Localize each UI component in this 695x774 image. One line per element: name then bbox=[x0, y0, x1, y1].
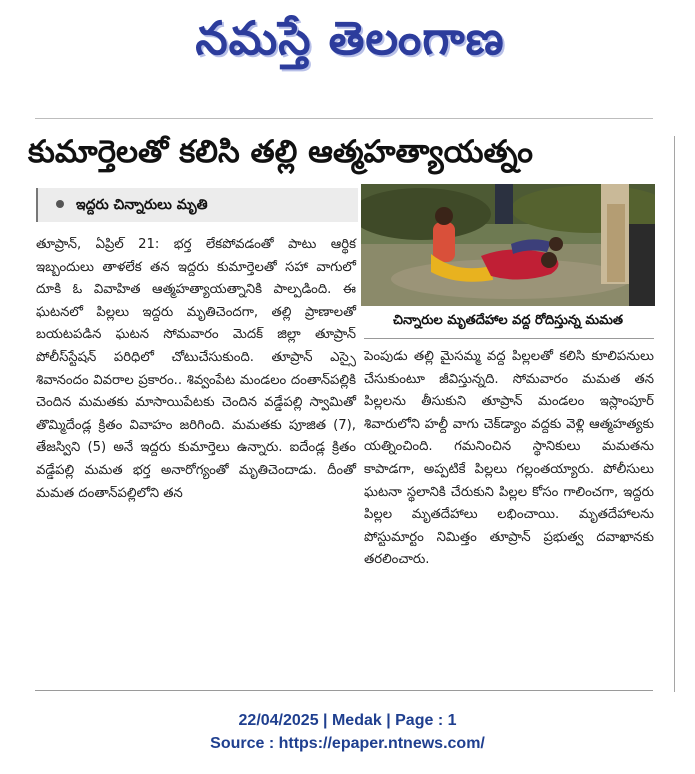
article-body-left: తూప్రాన్, ఏప్రిల్ 21: భర్త లేకపోవడంతో పాటు ఆర్థిక ఇబ్బందులు తాళలేక తన ఇద్దరు కుమార్తెలతో సహా వాగులో దూకి ఓ వివాహిత ఆత్మహత్యాయత్నానికి పాల్పడింది. ఈ ఘటనలో పిల్లలు ఇద్దరు మృతిచెందగా, తల్లి ప్రాణాలతో బయటపడిన ఘటన సోమవారం మెదక్ జిల్లా తూప్రాన్ పోలీస్‌స్టేషన్ పరిధిలో చోటుచేసుకుంది. తూప్రాన్ ఎస్సై శివానందం వివరాల ప్రకారం.. శివ్వంపేట మండలం దంతాన్‌పల్లికి చెందిన మమతకు మాసాయిపేటకు చెందిన వడ్డేపల్లి స్వామితో తొమ్మిదేండ్ల క్రితం వివాహం జరిగింది. మమతకు పూజిత (7), తేజస్విని (5) అనే ఇద్దరు కుమార్తెలు ఉన్నారు. ఐదేండ్ల క్రితం వడ్డేపల్లి మమత భర్త అనారోగ్యంతో మృతిచెందాడు. దీంతో మమత దంతాన్‌పల్లిలోని తన bbox=[36, 237, 356, 501]
right-border bbox=[674, 136, 675, 692]
article-body-right-column bbox=[364, 346, 654, 572]
news-photo bbox=[361, 184, 655, 306]
caption-rule bbox=[364, 338, 654, 339]
article-body-right: పెంపుడు తల్లి మైసమ్మ వద్ద పిల్లలతో కలిసి కూలిపనులు చేసుకుంటూ జీవిస్తున్నది. సోమవారం మమత తన పిల్లలను తీసుకుని తూప్రాన్ మండలం ఇస్లాంపూర్ శివారులోని హల్దీ వాగు చెక్‌డ్యాం వద్దకు వెళ్లి ఆత్మహత్యకు యత్నించింది. గమనించిన స్థానికులు మమతను కాపాడగా, అప్పటికే పిల్లలు గల్లంతయ్యారు. పోలీసులు ఘటనా స్థలానికి చేరుకుని పిల్లల కోసం గాలించగా, ఇద్దరు పిల్లల మృతదేహాలు లభించాయి. మృతదేహాలను పోస్టుమార్టం నిమిత్తం తూప్రాన్ ప్రభుత్వ దవాఖానకు తరలించారు. bbox=[364, 349, 654, 568]
bullet-icon bbox=[56, 200, 64, 208]
photo-caption: చిన్నారుల మృతదేహాల వద్ద రోదిస్తున్న మమత bbox=[393, 313, 623, 328]
article-subhead bbox=[36, 188, 358, 222]
masthead-title: నమస్తే తెలంగాణ bbox=[195, 11, 505, 65]
bottom-rule bbox=[35, 690, 653, 691]
footer-date-line: 22/04/2025 | Medak | Page : 1 bbox=[238, 712, 457, 729]
article-headline: కుమార్తెలతో కలిసి తల్లి ఆత్మహత్యాయత్నం bbox=[28, 134, 533, 170]
subhead-text: ఇద్దరు చిన్నారులు మృతి bbox=[76, 197, 208, 213]
news-photo-image bbox=[361, 184, 655, 306]
top-rule bbox=[35, 118, 653, 119]
article-body-left-column bbox=[36, 234, 356, 505]
footer-source-line[interactable]: Source : https://epaper.ntnews.com/ bbox=[210, 735, 485, 752]
